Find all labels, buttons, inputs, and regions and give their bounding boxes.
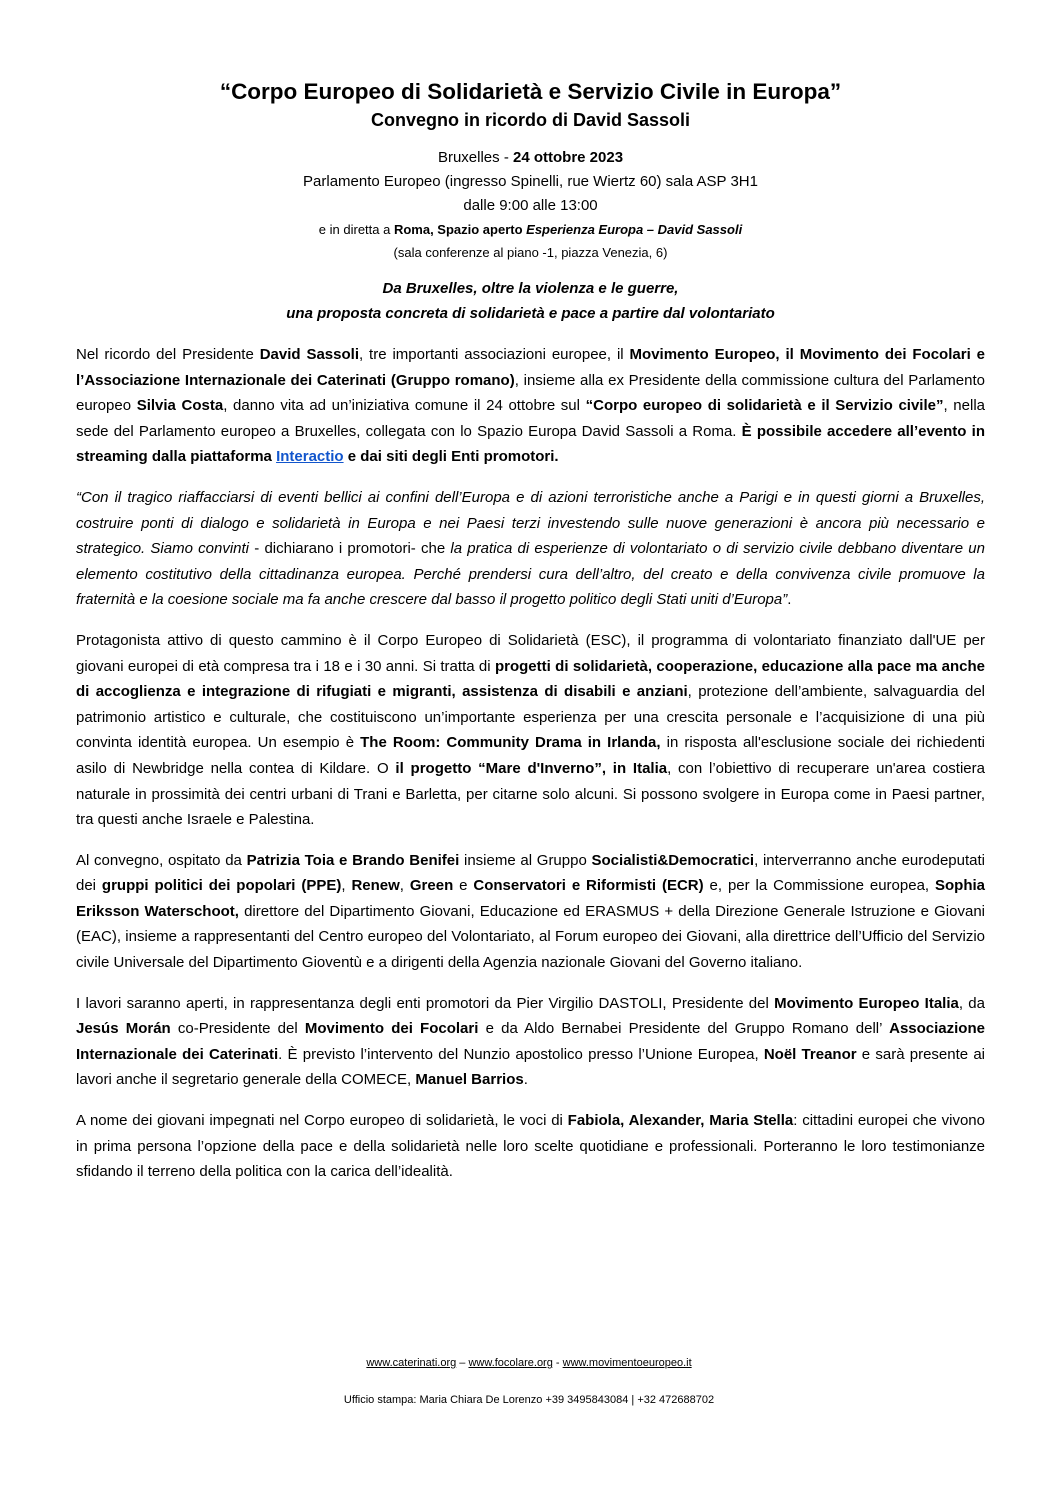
paragraph-quote: “Con il tragico riaffacciarsi di eventi bellici ai confini dell’Europa e di azioni terroristiche anche a Parigi e in questi giorni a Bruxelles, costruire ponti di dialogo e solidarietà in Europa e nei Paesi terzi investendo sulle nuove generazioni è ancora più necessario e strategico. Siamo convinti - dichiarano i promotori- che la pratica di esperienze di volontariato o di servizio civile debbano diventare un elemento costitutivo della cittadinanza europea. Perché prendersi cura dell’altro, del creato e della convivenza civile promuove la fraternità e la coesione sociale ma fa anche crescere dal basso il progetto politico degli Stati uniti d’Europa”. (76, 488, 985, 609)
document-subtitle: Convegno in ricordo di David Sassoli (370, 110, 691, 130)
movimentoeuropeo-link[interactable]: www.movimentoeuropeo.it (562, 1357, 692, 1369)
event-details (76, 146, 985, 264)
document-title: “Corpo Europeo di Solidarietà e Servizio Civile in Europa” (219, 79, 842, 104)
event-venue: Parlamento Europeo (ingresso Spinelli, rue Wiertz 60) sala ASP 3H1 (303, 173, 758, 190)
event-time: dalle 9:00 alle 13:00 (463, 197, 598, 214)
tagline: Da Bruxelles, oltre la violenza e le guerre, una proposta concreta di solidarietà e pace a partire dal volontariato (286, 280, 775, 322)
caterinati-link[interactable]: www.caterinati.org (366, 1357, 457, 1369)
paragraph-speakers: Al convegno, ospitato da Patrizia Toia e Brando Benifei insieme al Gruppo Socialisti&Democratici, interverranno anche eurodeputati dei gruppi politici dei popolari (PPE), Renew, Green e Conservatori e Riformisti (ECR) e, per la Commissione europea, Sophia Eriksson Waterschoot, direttore del Dipartimento Giovani, Educazione ed ERASMUS + della Direzione Generale Istruzione e Giovani (EAC), insieme a rappresentanti del Centro europeo del Volontariato, al Forum europeo dei Giovani, alla direttrice dell’Ufficio del Servizio civile Universale del Dipartimento Gioventù e a dirigenti della Agenzia nazionale Giovani del Governo italiano. (76, 851, 985, 972)
interactio-link[interactable]: Interactio (276, 448, 344, 466)
paragraph-youth: A nome dei giovani impegnati nel Corpo europeo di solidarietà, le voci di Fabiola, Alexander, Maria Stella: cittadini europei che vivono in prima persona l’opzione della pace e della solidarietà nelle loro scelte quotidiane e professionali. Porteranno le loro testimonianze sfidando il terreno della politica con la carica dell’idealità. (76, 1112, 985, 1181)
body-text (76, 342, 985, 1185)
paragraph-intro: Nel ricordo del Presidente David Sassoli, tre importanti associazioni europee, il Movimento Europeo, il Movimento dei Focolari e l’Associazione Internazionale dei Caterinati (Gruppo romano), insieme alla ex Presidente della commissione cultura del Parlamento europeo Silvia Costa, danno vita ad un’iniziativa comune il 24 ottobre sul “Corpo europeo di solidarietà e il Servizio civile”, nella sede del Parlamento europeo a Bruxelles, collegata con lo Spazio Europa David Sassoli a Roma. È possibile accedere all’evento in streaming dalla piattaforma Interactio e dai siti degli Enti promotori. (76, 346, 985, 466)
event-date: Bruxelles - 24 ottobre 2023 (437, 149, 624, 166)
footer-links: www.caterinati.org – www.focolare.org - www.movimentoeuropeo.it (366, 1357, 692, 1369)
press-office: Ufficio stampa: Maria Chiara De Lorenzo +39 3495843084 | +32 472688702 (343, 1394, 715, 1406)
paragraph-opening: I lavori saranno aperti, in rappresentanza degli enti promotori da Pier Virgilio DASTOLI, Presidente del Movimento Europeo Italia, da Jesús Morán co-Presidente del Movimento dei Focolari e da Aldo Bernabei Presidente del Gruppo Romano dell’ Associazione Internazionale dei Caterinati. È previsto l’intervento del Nunzio apostolico presso l’Unione Europea, Noël Treanor e sarà presente ai lavori anche il segretario generale della COMECE, Manuel Barrios. (76, 994, 986, 1089)
event-live: e in diretta a Roma, Spazio aperto Esperienza Europa – David Sassoli (318, 222, 743, 237)
paragraph-esc: Protagonista attivo di questo cammino è il Corpo Europeo di Solidarietà (ESC), il programma di volontariato finanziato dall'UE per giovani europei di età compresa tra i 18 e i 30 anni. Si tratta di progetti di solidarietà, cooperazione, educazione alla pace ma anche di accoglienza e integrazione di rifugiati e migranti, assistenza di disabili e anziani, protezione dell’ambiente, salvaguardia del patrimonio artistico e culturale, che costituiscono un’importante esperienza per una crescita personale e l’acquisizione di una più convinta identità europea. Un esempio è The Room: Community Drama in Irlanda, in risposta all'esclusione sociale dei richiedenti asilo di Newbridge nella contea di Kildare. O il progetto “Mare d'Inverno”, in Italia, con l’obiettivo di recuperare un'area costiera naturale in prossimità dei centri urbani di Trani e Barletta, per citarne solo alcuni. Si possono svolgere in Europa come in Paesi partner, tra questi anche Israele e Palestina. (76, 631, 986, 829)
focolare-link[interactable]: www.focolare.org (468, 1357, 553, 1369)
event-room: (sala conferenze al piano -1, piazza Venezia, 6) (393, 245, 668, 260)
